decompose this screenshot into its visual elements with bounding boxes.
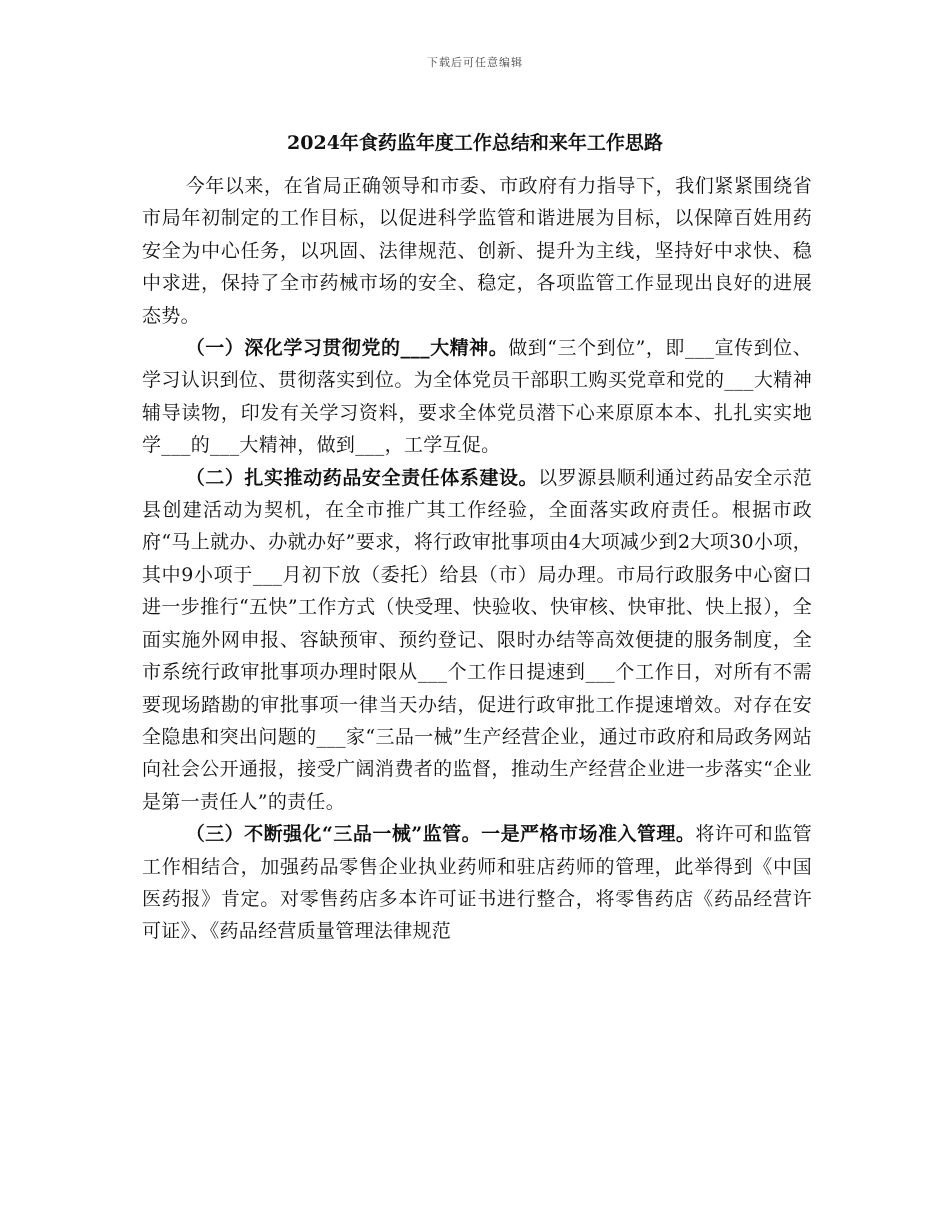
paragraph-section-1	[142, 332, 812, 462]
section-3-heading: （三）不断强化“三品一械”监管。一是严格市场准入管理。	[185, 823, 696, 846]
paragraph-intro	[142, 170, 812, 332]
document-body	[142, 170, 812, 948]
section-3-text: 将许可和监管工作相结合，加强药品零售企业执业药师和驻店药师的管理，此举得到《中国医药报》肯定。对零售药店多本许可证书进行整合，将零售药店《药品经营许可证》、《药品经营质量管理法律规范	[142, 823, 812, 943]
paragraph-section-3	[142, 818, 812, 948]
section-1-heading: （一）深化学习贯彻党的___大精神。	[185, 337, 509, 360]
section-1-text: 做到“三个到位”，即___宣传到位、学习认识到位、贯彻落实到位。为全体党员干部职工购买党章和党的___大精神辅导读物，印发有关学习资料，要求全体党员潜下心来原原本本、扎扎实实地学___的___大精神，做到___，工学互促。	[142, 337, 813, 457]
section-2-heading: （二）扎实推动药品安全责任体系建设。	[185, 466, 539, 489]
paragraph-intro-text: 今年以来，在省局正确领导和市委、市政府有力指导下，我们紧紧围绕省市局年初制定的工作目标，以促进科学监管和谐进展为目标，以保障百姓用药安全为中心任务，以巩固、法律规范、创新、提升为主线，坚持好中求快、稳中求进，保持了全市药械市场的安全、稳定，各项监管工作显现出良好的进展态势。	[142, 175, 812, 327]
paragraph-section-2	[142, 462, 812, 818]
document-title: 2024年食药监年度工作总结和来年工作思路	[287, 132, 663, 154]
section-2-text: 以罗源县顺利通过药品安全示范县创建活动为契机，在全市推广其工作经验，全面落实政府责任。根据市政府“马上就办、办就办好”要求，将行政审批事项由4大项减少到2大项30小项，其中9小项于___月初下放（委托）给县（市）局办理。市局行政服务中心窗口进一步推行“五快”工作方式（快受理、快验收、快审核、快审批、快上报），全面实施外网申报、容缺预审、预约登记、限时办结等高效便捷的服务制度，全市系统行政审批事项办理时限从___个工作日提速到___个工作日，对所有不需要现场踏勘的审批事项一律当天办结，促进行政审批工作提速增效。对存在安全隐患和突出问题的___家“三品一械”生产经营企业，通过市政府和局政务网站向社会公开通报，接受广阔消费者的监督，推动生产经营企业进一步落实“企业是第一责任人”的责任。	[142, 466, 813, 813]
header-note: 下载后可任意编辑	[427, 56, 523, 69]
